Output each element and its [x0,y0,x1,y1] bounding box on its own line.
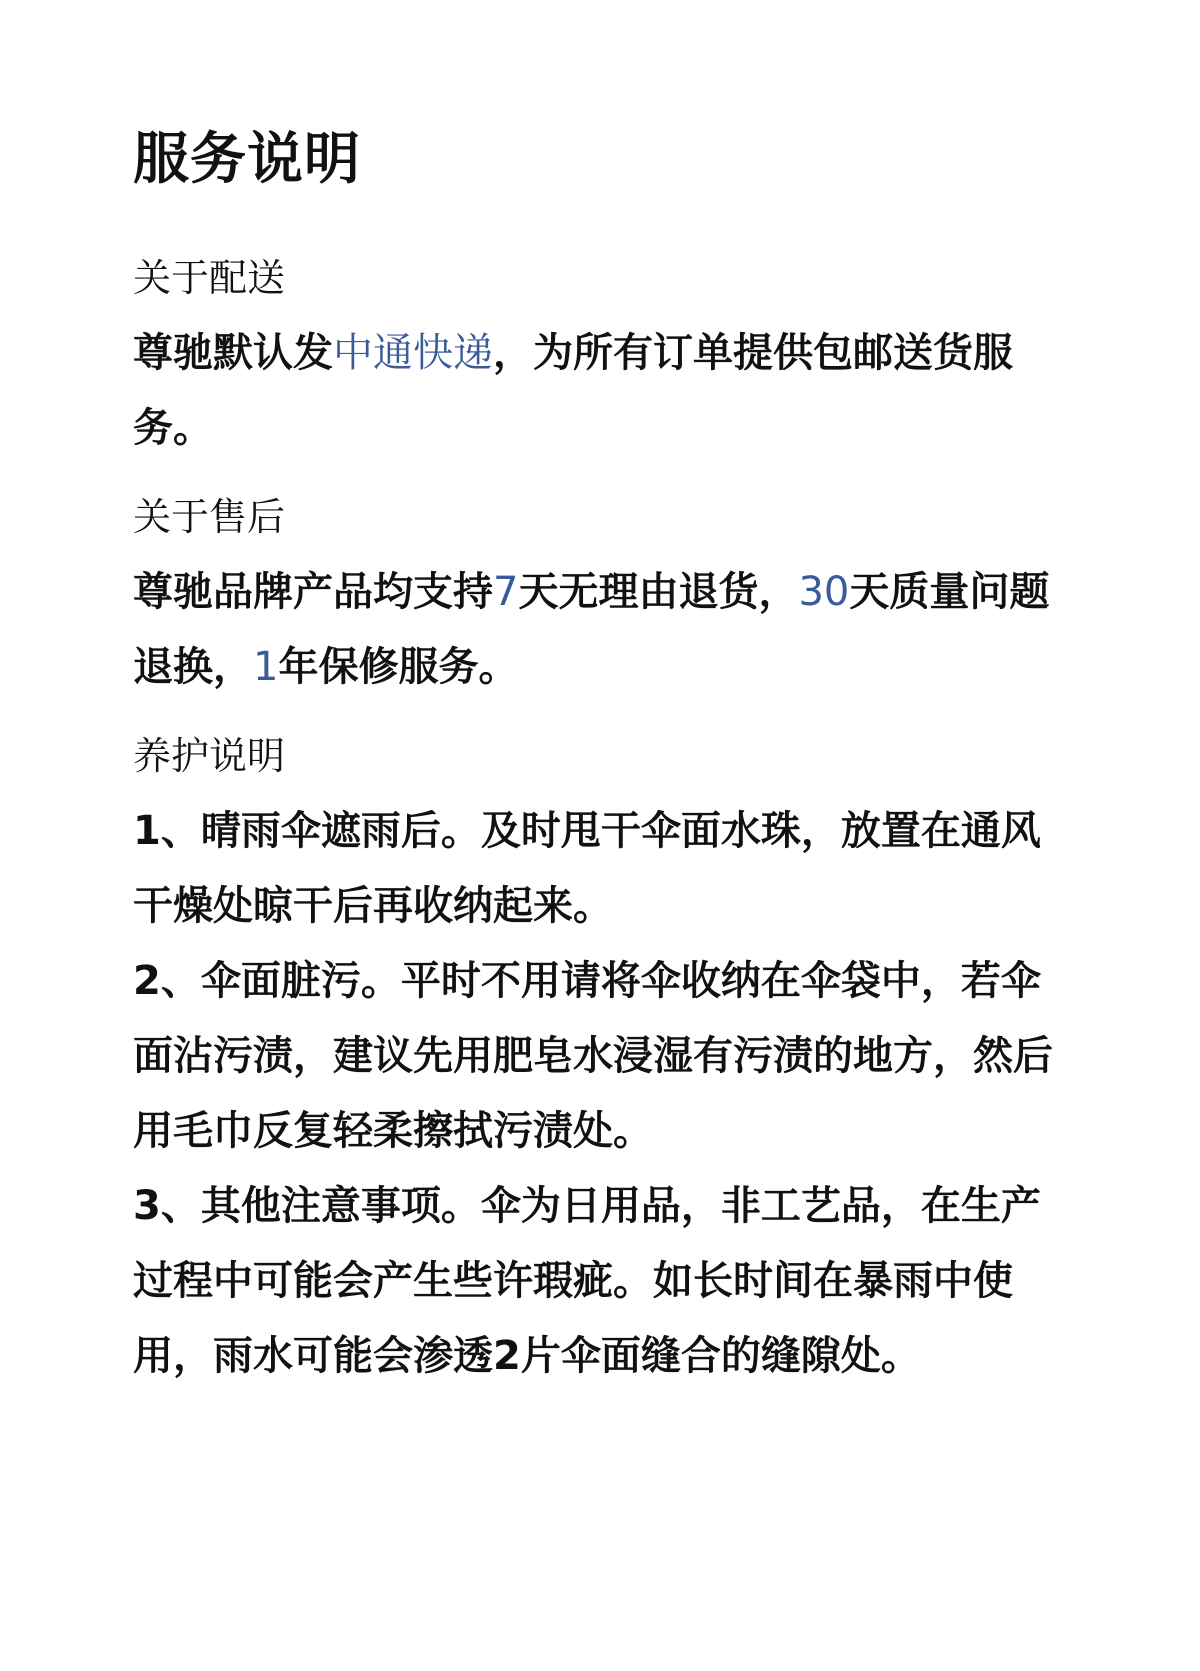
delivery-text [133,316,1060,466]
after-sales-text-3: 天质量问题退换， [133,569,1050,690]
delivery-text-before: 尊驰默认发 [133,330,333,376]
after-sales-text-2: 天无理由退货， [518,569,799,615]
delivery-heading: 关于配送 [133,256,286,300]
care-item-3: 3、其他注意事项。伞为日用品，非工艺品，在生产过程中可能会产生些许瑕疵。如长时间在暴雨中使用，雨水可能会渗透2片伞面缝合的缝隙处。 [133,1183,1041,1379]
care-section [133,730,1060,1394]
care-item-1: 1、晴雨伞遮雨后。及时甩干伞面水珠，放置在通风干燥处晾干后再收纳起来。 [133,808,1041,929]
warranty-years: 1 [253,644,279,690]
return-days: 7 [493,569,519,615]
delivery-text-after: ，为所有订单提供包邮送货服务。 [133,330,1013,451]
care-item-2: 2、伞面脏污。平时不用请将伞收纳在伞袋中，若伞面沾污渍，建议先用肥皂水浸湿有污渍的地方，然后用毛巾反复轻柔擦拭污渍处。 [133,958,1053,1154]
after-sales-text [133,555,1060,705]
after-sales-text-1: 尊驰品牌产品均支持 [133,569,493,615]
after-sales-heading: 关于售后 [133,495,286,539]
courier-name: 中通快递 [333,330,493,376]
delivery-section [133,252,1060,466]
after-sales-section [133,491,1060,705]
quality-days: 30 [798,569,850,615]
after-sales-text-4: 年保修服务。 [278,644,519,690]
care-heading: 养护说明 [133,734,286,778]
page-title: 服务说明 [133,127,361,192]
